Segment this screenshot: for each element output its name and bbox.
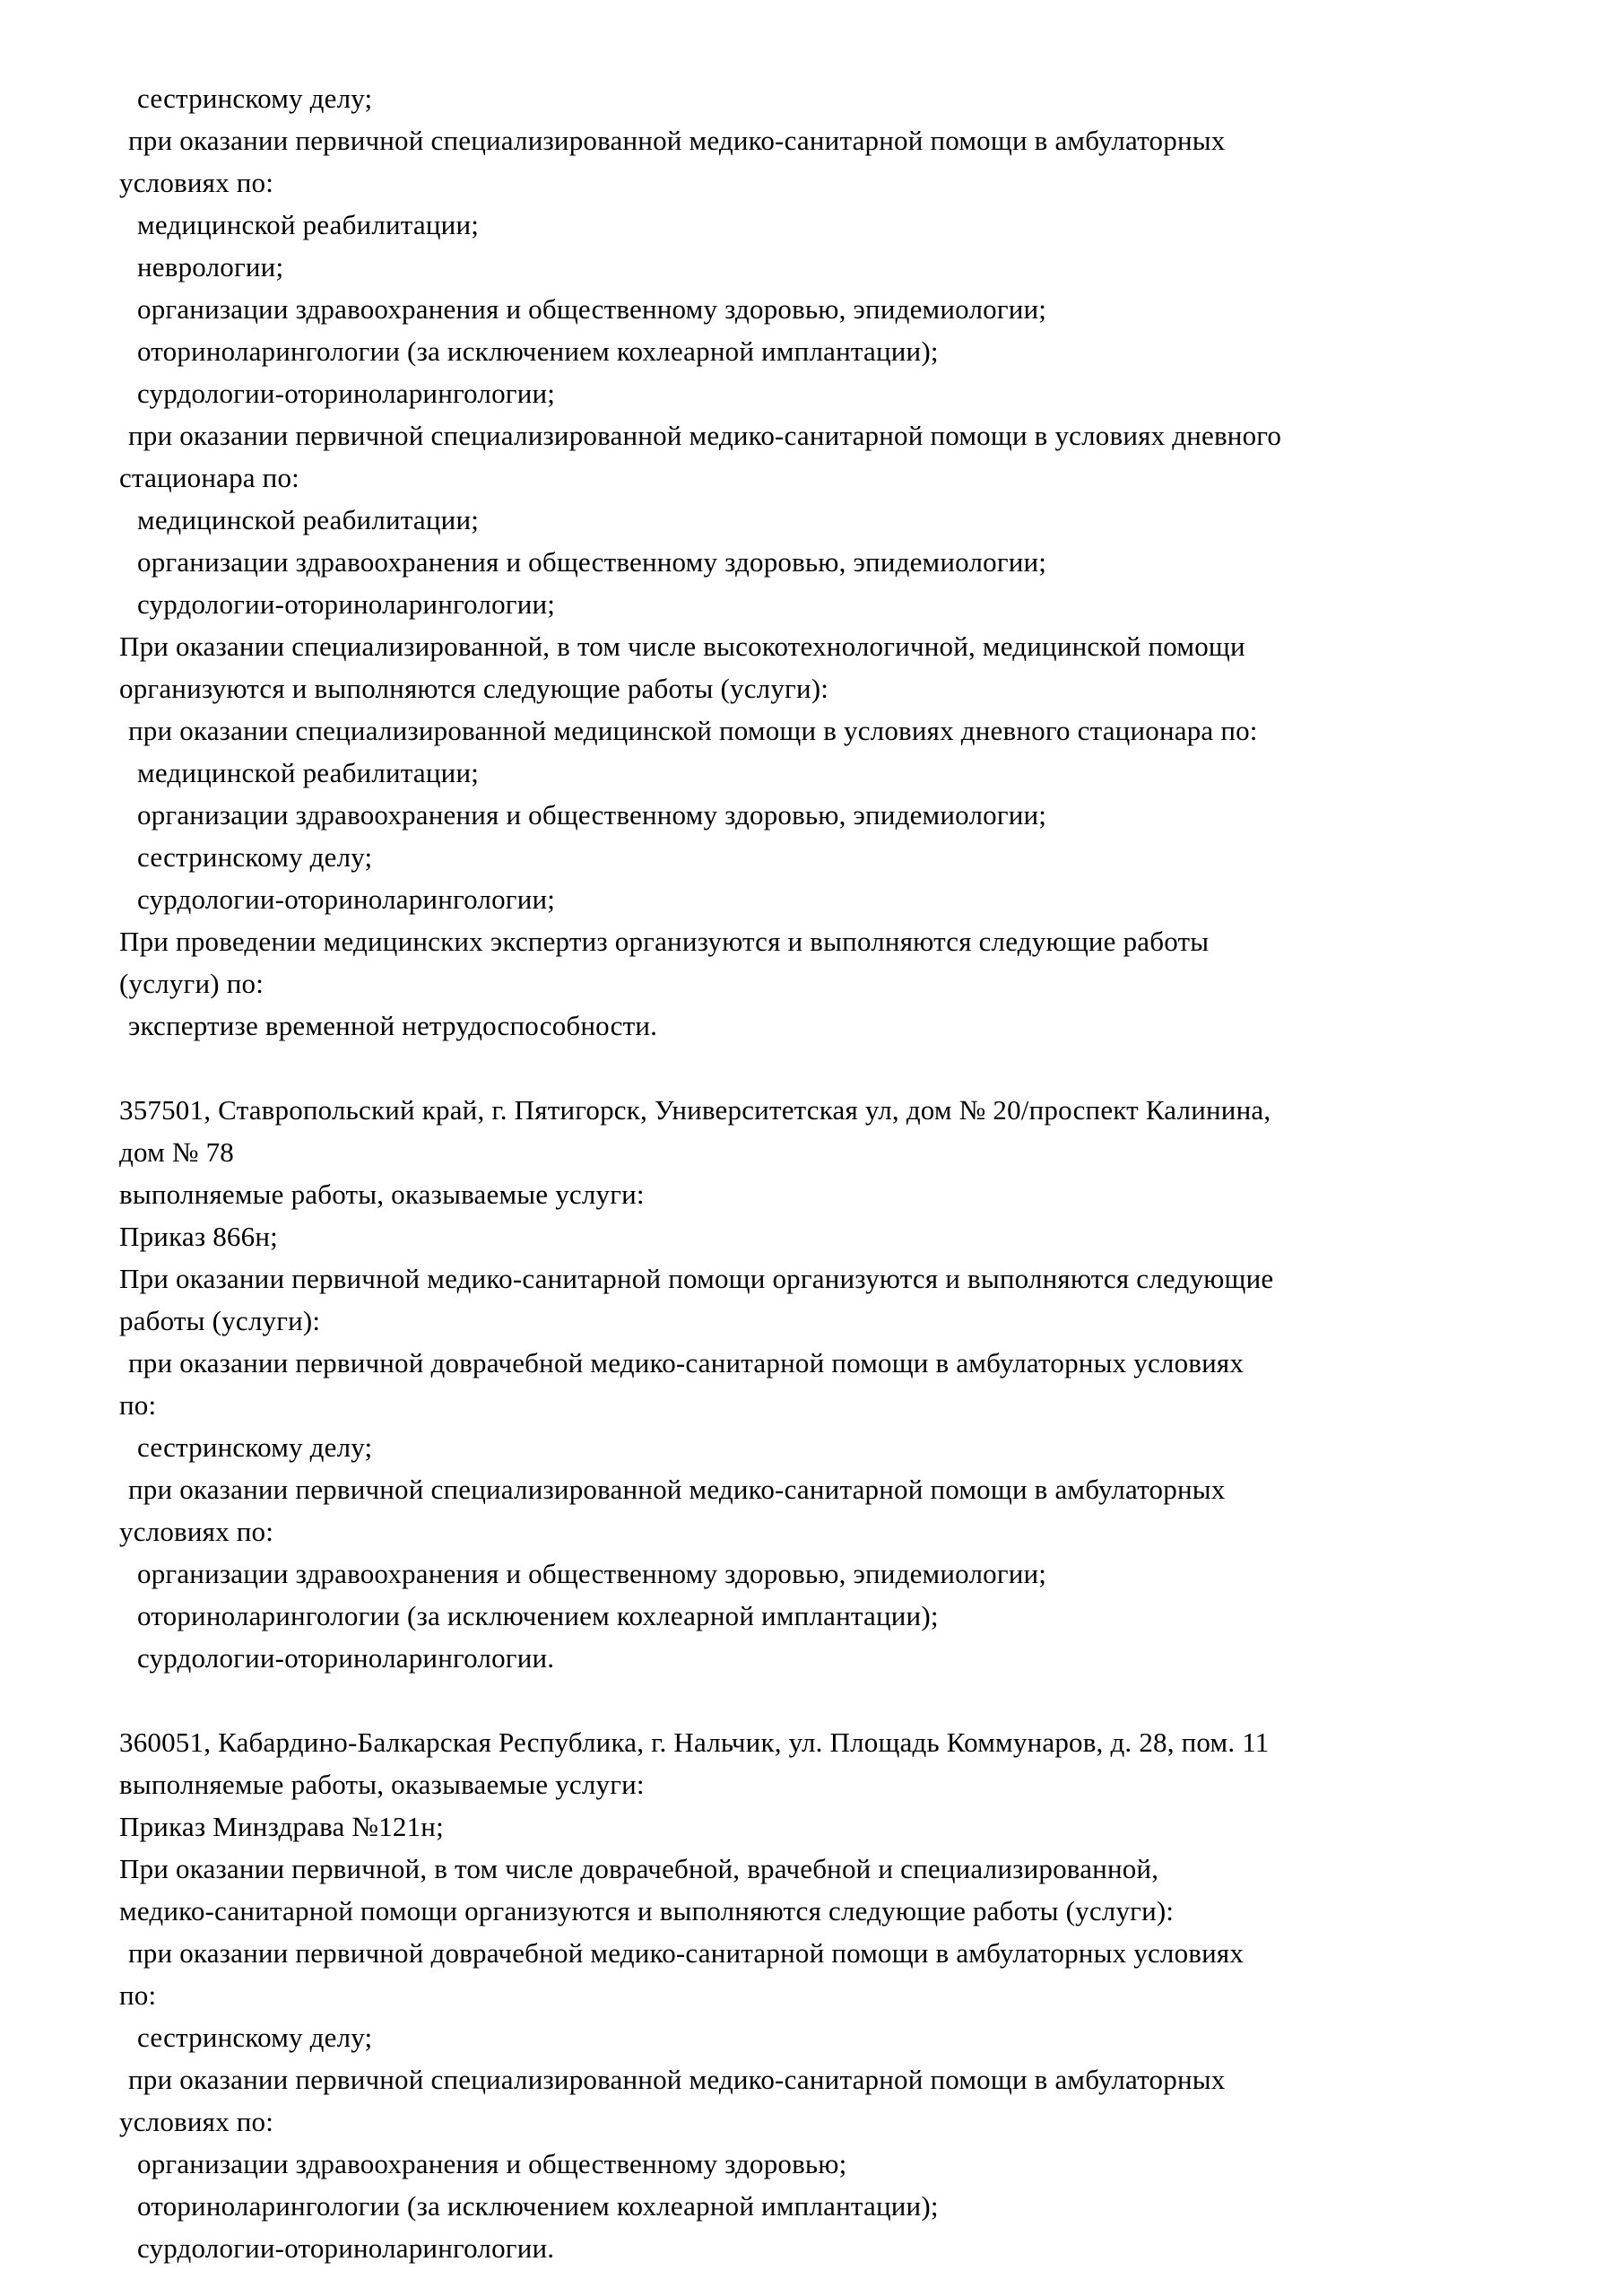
text-line: медицинской реабилитации; xyxy=(137,209,480,240)
text-line: при оказании первичной специализированной медико-санитарной помощи в амбулаторных xyxy=(128,1474,1226,1505)
text-line: организации здравоохранения и общественному здоровью, эпидемиологии; xyxy=(137,546,1047,578)
text-line: по: xyxy=(119,1389,157,1421)
text-line: При оказании первичной, в том числе доврачебной, врачебной и специализированной, xyxy=(119,1853,1159,1884)
text-line: (услуги) по: xyxy=(119,968,265,999)
text-line: при оказании первичной доврачебной медико-санитарной помощи в амбулаторных условиях xyxy=(128,1937,1245,1969)
text-line: условиях по: xyxy=(119,167,274,198)
text-line: стационара по: xyxy=(119,462,299,493)
text-line: организации здравоохранения и общественному здоровью, эпидемиологии; xyxy=(137,293,1047,325)
text-line: организуются и выполняются следующие работы (услуги): xyxy=(119,673,829,704)
text-line: оториноларингологии (за исключением кохлеарной имплантации); xyxy=(137,1600,939,1631)
text-line: при оказании специализированной медицинской помощи в условиях дневного стационара по: xyxy=(128,715,1258,746)
text-line: сурдологии-оториноларингологии; xyxy=(137,588,556,620)
text-line: оториноларингологии (за исключением кохлеарной имплантации); xyxy=(137,2190,939,2222)
text-line: При оказании специализированной, в том числе высокотехнологичной, медицинской помощи xyxy=(119,631,1245,662)
text-line: организации здравоохранения и общественному здоровью, эпидемиологии; xyxy=(137,799,1047,831)
text-line: при оказании первичной доврачебной медико-санитарной помощи в амбулаторных условиях xyxy=(128,1347,1245,1378)
text-line: по: xyxy=(119,1979,157,2011)
text-line: экспертизе временной нетрудоспособности. xyxy=(128,1010,658,1041)
text-line: медико-санитарной помощи организуются и выполняются следующие работы (услуги): xyxy=(119,1895,1175,1926)
text-line: выполняемые работы, оказываемые услуги: xyxy=(119,1178,645,1210)
text-line: сурдологии-оториноларингологии; xyxy=(137,883,556,915)
text-line: условиях по: xyxy=(119,1516,274,1547)
text-line: медицинской реабилитации; xyxy=(137,504,480,535)
blank-line xyxy=(119,1679,1507,1721)
text-line: медицинской реабилитации; xyxy=(137,757,480,788)
text-line: При проведении медицинских экспертиз организуются и выполняются следующие работы xyxy=(119,926,1210,957)
text-line: организации здравоохранения и общественному здоровью, эпидемиологии; xyxy=(137,1558,1047,1589)
text-line: 357501, Ставропольский край, г. Пятигорск, Университетская ул, дом № 20/проспект Калинина, xyxy=(119,1094,1271,1126)
text-line: сестринскому делу; xyxy=(137,841,373,873)
text-line: работы (услуги): xyxy=(119,1305,321,1336)
text-line: оториноларингологии (за исключением кохлеарной имплантации); xyxy=(137,335,939,367)
text-line: при оказании первичной специализированной медико-санитарной помощи в условиях дневного xyxy=(128,420,1282,451)
text-line: при оказании первичной специализированной медико-санитарной помощи в амбулаторных xyxy=(128,125,1226,156)
text-line: 360051, Кабардино-Балкарская Республика, г. Нальчик, ул. Площадь Коммунаров, д. 28, пом. 11 xyxy=(119,1726,1270,1758)
text-line: неврологии; xyxy=(137,251,284,283)
text-line: сурдологии-оториноларингологии. xyxy=(137,2232,555,2264)
text-line: Приказ Минздрава №121н; xyxy=(119,1811,444,1842)
text-line: дом № 78 xyxy=(119,1136,234,1168)
text-line: условиях по: xyxy=(119,2106,274,2137)
text-line: сурдологии-оториноларингологии. xyxy=(137,1642,555,1674)
text-line: сестринскому делу; xyxy=(137,83,373,114)
text-line: сестринскому делу; xyxy=(137,2022,373,2053)
blank-line xyxy=(119,1047,1507,1089)
text-line: Приказ 866н; xyxy=(119,1221,278,1252)
text-line: сурдологии-оториноларингологии; xyxy=(137,378,556,409)
text-line: при оказании первичной специализированной медико-санитарной помощи в амбулаторных xyxy=(128,2064,1226,2095)
text-line: организации здравоохранения и общественному здоровью; xyxy=(137,2148,847,2179)
text-line: выполняемые работы, оказываемые услуги: xyxy=(119,1769,645,1800)
text-line: При оказании первичной медико-санитарной помощи организуются и выполняются следующие xyxy=(119,1263,1274,1294)
text-line: сестринскому делу; xyxy=(137,1431,373,1463)
